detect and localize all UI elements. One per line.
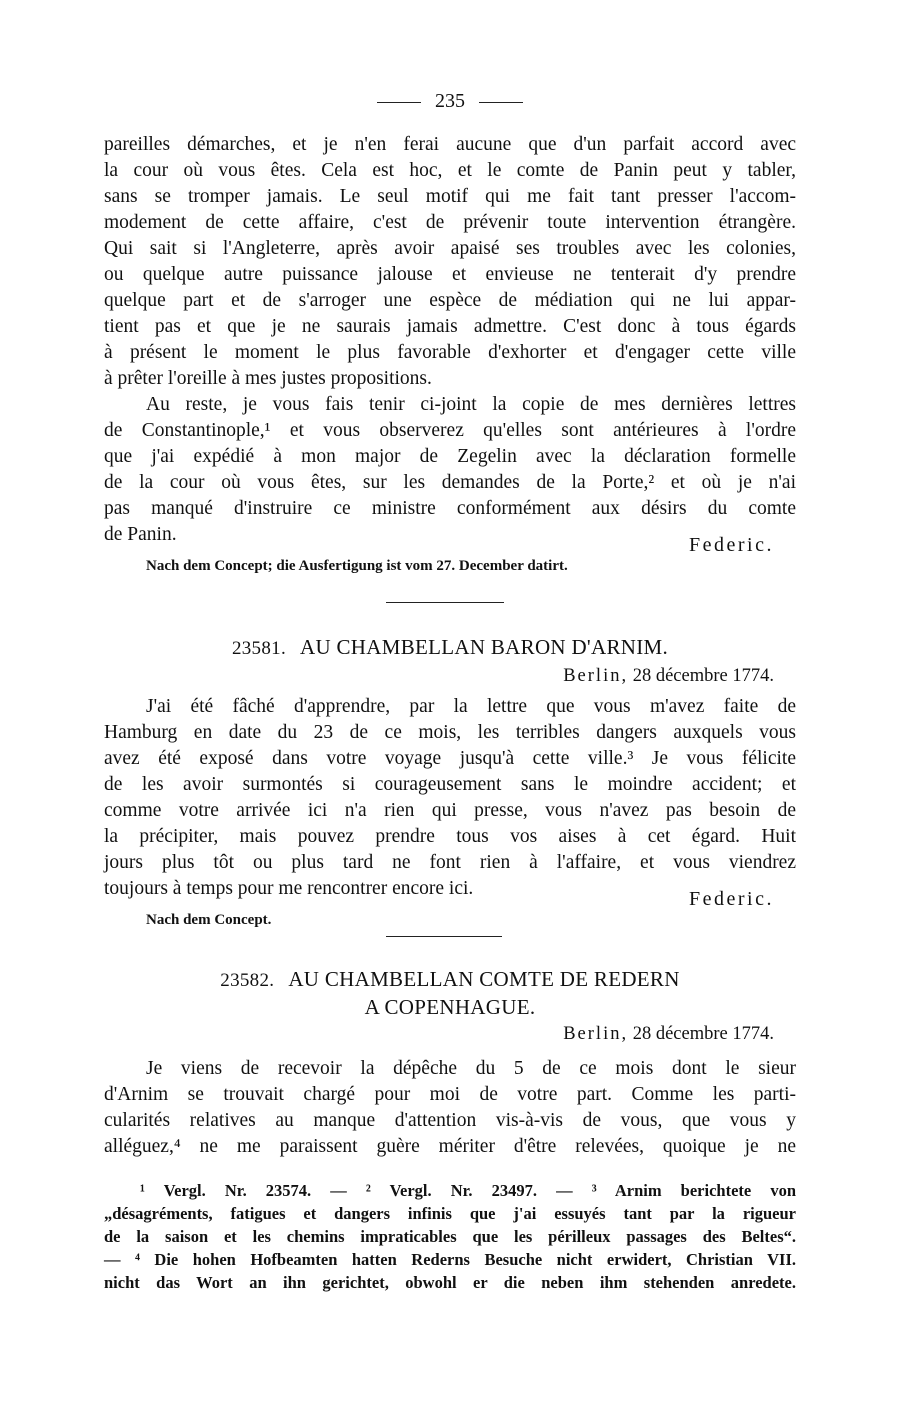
signature: Federic. bbox=[689, 534, 774, 556]
text-line: de Constantinople,¹ et vous observerez qu'elles sont antérieures à l'ordre bbox=[104, 420, 796, 441]
page-number-text: 235 bbox=[435, 90, 465, 112]
section-divider bbox=[386, 602, 504, 603]
footnote-line: — ⁴ Die hohen Hofbeamten hatten Rederns Besuche nicht erwidert, Christian VII. bbox=[104, 1250, 796, 1269]
text-line: Je viens de recevoir la dépêche du 5 de ce mois dont le sieur bbox=[146, 1058, 796, 1079]
text-line: cularités relatives au manque d'attention vis-à-vis de vous, que vous y bbox=[104, 1110, 796, 1131]
text-line: tient pas et que je ne saurais jamais admettre. C'est donc à tous égards bbox=[104, 316, 796, 337]
letter-heading bbox=[0, 966, 900, 994]
text-line: la précipiter, mais pouvez prendre tous vos aises à cet égard. Huit bbox=[104, 826, 796, 847]
text-line: à prêter l'oreille à mes justes propositions. bbox=[104, 368, 432, 389]
signature: Federic. bbox=[689, 888, 774, 910]
dateline-city: Berlin, bbox=[563, 666, 629, 686]
text-line: la cour où vous êtes. Cela est hoc, et le comte de Panin peut y tabler, bbox=[104, 160, 796, 181]
footnote-line: nicht das Wort an ihn gerichtet, obwohl er die neben ihm stehenden anredete. bbox=[104, 1273, 796, 1292]
letter-title: AU CHAMBELLAN BARON D'ARNIM. bbox=[300, 635, 669, 659]
text-line: Au reste, je vous fais tenir ci-joint la copie de mes dernières lettres bbox=[146, 394, 796, 415]
text-line: pareilles démarches, et je n'en ferai aucune que d'un parfait accord avec bbox=[104, 134, 796, 155]
dateline bbox=[563, 1022, 774, 1046]
letter-heading-continued bbox=[0, 994, 900, 1020]
text-line: de Panin. bbox=[104, 524, 177, 545]
text-line: Hamburg en date du 23 de ce mois, les terribles dangers auxquels vous bbox=[104, 722, 796, 743]
letter-heading bbox=[0, 634, 900, 662]
text-line: pas manqué d'instruire ce ministre conformément aux désirs du comte bbox=[104, 498, 796, 519]
dateline-city: Berlin, bbox=[563, 1024, 629, 1044]
dateline bbox=[563, 664, 774, 688]
footnote-line: ¹ Vergl. Nr. 23574. — ² Vergl. Nr. 23497. — ³ Arnim berichtete von bbox=[140, 1181, 796, 1200]
letter-number: 23581. bbox=[231, 638, 287, 659]
text-line: jours plus tôt ou plus tard ne font rien à l'affaire, et vous viendrez bbox=[104, 852, 796, 873]
editorial-note: Nach dem Concept. bbox=[146, 912, 272, 928]
footnote-line: „désagréments, fatigues et dangers infinis que j'ai essuyés tant par la rigueur bbox=[104, 1204, 796, 1223]
page-number bbox=[0, 88, 900, 114]
text-line: à présent le moment le plus favorable d'exhorter et d'engager cette ville bbox=[104, 342, 796, 363]
text-line: ou quelque autre puissance jalouse et envieuse ne tenterait d'y prendre bbox=[104, 264, 796, 285]
text-line: alléguez,⁴ ne me paraissent guère mériter d'être relevées, quoique je ne bbox=[104, 1136, 796, 1157]
text-line: avez été exposé dans votre voyage jusqu'à cette ville.³ Je vous félicite bbox=[104, 748, 796, 769]
dateline-date: 28 décembre 1774. bbox=[632, 1024, 774, 1044]
page-number-dash-left bbox=[377, 102, 421, 103]
editorial-note: Nach dem Concept; die Ausfertigung ist vom 27. December datirt. bbox=[146, 558, 568, 574]
text-line: que j'ai expédié à mon major de Zegelin avec la déclaration formelle bbox=[104, 446, 796, 467]
text-line: Qui sait si l'Angleterre, après avoir apaisé ses troubles avec les colonies, bbox=[104, 238, 796, 259]
text-line: toujours à temps pour me rencontrer encore ici. bbox=[104, 878, 474, 899]
letter-title: AU CHAMBELLAN COMTE DE REDERN bbox=[288, 967, 680, 991]
text-line: de les avoir surmontés si courageusement sans le moindre accident; et bbox=[104, 774, 796, 795]
page-number-dash-right bbox=[479, 102, 523, 103]
section-divider bbox=[386, 936, 502, 937]
text-line: J'ai été fâché d'apprendre, par la lettre que vous m'avez faite de bbox=[146, 696, 796, 717]
text-line: d'Arnim se trouvait chargé pour moi de votre part. Comme les parti- bbox=[104, 1084, 796, 1105]
dateline-date: 28 décembre 1774. bbox=[632, 666, 774, 686]
text-line: comme votre arrivée ici n'a rien qui presse, vous n'avez pas besoin de bbox=[104, 800, 796, 821]
text-line: modement de cette affaire, c'est de prévenir toute intervention étrangère. bbox=[104, 212, 796, 233]
footnote-line: de la saison et les chemins impraticables que les périlleux passages des Beltes“. bbox=[104, 1227, 796, 1246]
letter-number: 23582. bbox=[220, 970, 275, 991]
letter-title-line2: A COPENHAGUE. bbox=[364, 995, 536, 1019]
text-line: de la cour où vous êtes, sur les demandes de la Porte,² et où je n'ai bbox=[104, 472, 796, 493]
text-line: sans se tromper jamais. Le seul motif qui me fait tant presser l'accom- bbox=[104, 186, 796, 207]
text-line: quelque part et de s'arroger une espèce de médiation qui ne lui appar- bbox=[104, 290, 796, 311]
